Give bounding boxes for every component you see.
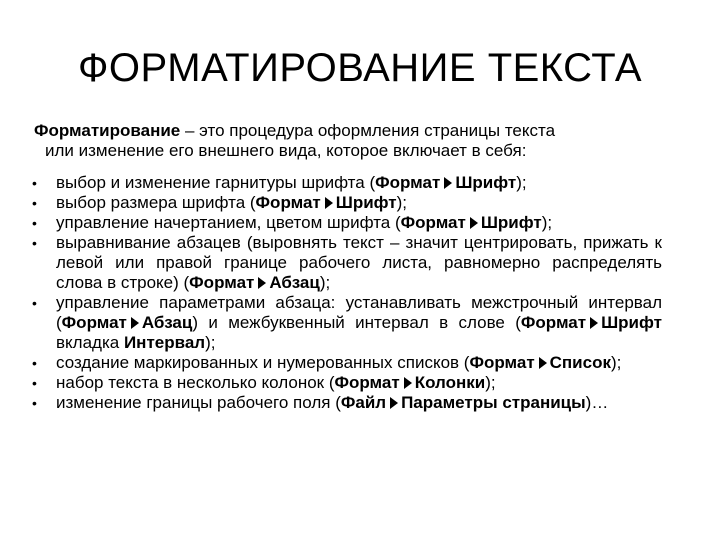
menu-path-part: Шрифт — [455, 173, 517, 192]
menu-path-part: Формат — [189, 273, 255, 292]
intro-paragraph — [34, 121, 662, 161]
menu-path-part: Формат — [375, 173, 441, 192]
item-text: выравнивание абзацев (выровнять текст – значит центрировать, прижать к левой или правой границе рабочего листа, равномерно распределять слова в строке) ( — [56, 233, 662, 292]
menu-path-part: Абзац — [269, 273, 320, 292]
list-item — [30, 353, 662, 373]
menu-path-part: Интервал — [123, 333, 206, 352]
item-text: набор текста в несколько колонок ( — [56, 373, 335, 392]
menu-path-part: Параметры страницы — [401, 393, 586, 412]
menu-path-part: Формат — [520, 313, 587, 332]
bullet-icon: • — [32, 355, 37, 371]
item-tail: ); — [485, 373, 496, 392]
list-item — [30, 213, 662, 233]
bullet-icon: • — [32, 195, 37, 211]
item-text: выбор и изменение гарнитуры шрифта ( — [56, 173, 376, 192]
menu-path-part: Формат — [469, 353, 535, 372]
triangle-arrow-icon — [258, 277, 266, 289]
list-item — [30, 173, 662, 193]
menu-path-part: Шрифт — [480, 213, 542, 232]
slide-title: ФОРМАТИРОВАНИЕ ТЕКСТА — [78, 46, 642, 90]
formatting-list — [30, 173, 662, 413]
list-item — [30, 193, 662, 213]
item-tail: )… — [585, 393, 609, 412]
item-tail: ); — [319, 273, 331, 292]
triangle-arrow-icon — [404, 377, 412, 389]
item-tail: ); — [610, 353, 622, 372]
item-text: управление начертанием, цветом шрифта ( — [56, 213, 401, 232]
list-item — [30, 233, 662, 293]
menu-path-part: Файл — [340, 393, 387, 412]
item-tail: ); — [396, 193, 408, 212]
item-text: изменение границы рабочего поля ( — [56, 393, 341, 412]
item-text: выбор размера шрифта ( — [56, 193, 256, 212]
menu-path-part: Шрифт — [335, 193, 397, 212]
triangle-arrow-icon — [539, 357, 547, 369]
bullet-icon: • — [32, 235, 37, 251]
item-text: управление параметрами абзаца: устанавливать межстрочный интервал ( — [56, 293, 662, 332]
bullet-icon: • — [32, 215, 37, 231]
item-tail: ); — [541, 213, 553, 232]
triangle-arrow-icon — [131, 317, 139, 329]
list-item — [30, 373, 662, 393]
triangle-arrow-icon — [390, 397, 398, 409]
item-text: создание маркированных и нумерованных списков ( — [56, 353, 470, 372]
intro-text-line1: – это процедура оформления страницы текста — [180, 121, 556, 140]
item-tail: ); — [205, 333, 216, 352]
triangle-arrow-icon — [444, 177, 452, 189]
menu-path-part: Колонки — [414, 373, 486, 392]
bullet-icon: • — [32, 395, 37, 411]
bullet-icon: • — [32, 175, 37, 191]
list-item — [30, 393, 662, 413]
list-item — [30, 293, 662, 353]
triangle-arrow-icon — [325, 197, 333, 209]
item-tail: ); — [516, 173, 527, 192]
intro-text-line2: или изменение его внешнего вида, которое включает в себя: — [45, 141, 527, 160]
menu-path-part: Формат — [400, 213, 466, 232]
menu-path-part: Абзац — [141, 313, 193, 332]
menu-path-part: Список — [549, 353, 611, 372]
menu-path-part: Шрифт — [601, 313, 662, 332]
triangle-arrow-icon — [590, 317, 598, 329]
bullet-icon: • — [32, 295, 37, 311]
intro-term: Форматирование — [34, 121, 181, 140]
item-mid2: вкладка — [56, 333, 124, 352]
bullet-icon: • — [32, 375, 37, 391]
item-mid: ) и межбуквенный интервал в слове ( — [192, 313, 521, 332]
triangle-arrow-icon — [470, 217, 478, 229]
menu-path-part: Формат — [255, 193, 321, 212]
menu-path-part: Формат — [334, 373, 400, 392]
menu-path-part: Формат — [61, 313, 127, 332]
